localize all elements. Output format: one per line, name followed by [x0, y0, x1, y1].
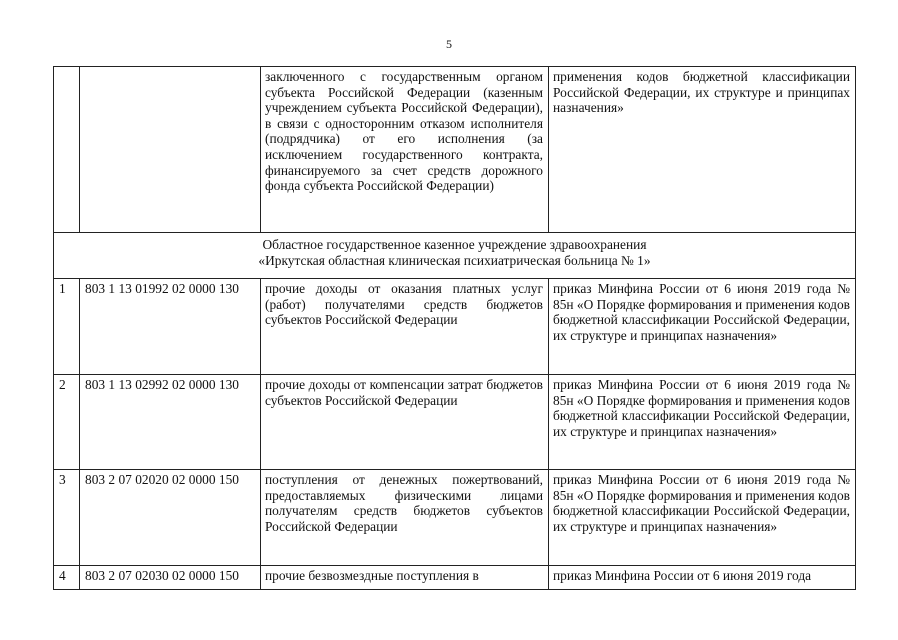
legal-basis: приказ Минфина России от 6 июня 2019 года № 85н «О Порядке формирования и применения кодов бюджетной классификации Российской Федерации, их структуре и принципах назначения» [549, 375, 856, 470]
legal-basis: приказ Минфина России от 6 июня 2019 года № 85н «О Порядке формирования и применения кодов бюджетной классификации Российской Федерации, их структуре и принципах назначения» [549, 470, 856, 566]
legal-basis: приказ Минфина России от 6 июня 2019 года № 85н «О Порядке формирования и применения кодов бюджетной классификации Российской Федерации, их структуре и принципах назначения» [549, 279, 856, 375]
table-row [54, 470, 856, 566]
revenue-description: прочие безвозмездные поступления в [261, 566, 549, 590]
budget-code: 803 1 13 01992 02 0000 130 [80, 279, 261, 375]
continuation-description-cell: заключенного с государственным органом субъекта Российской Федерации (казенным учреждением субъекта Российской Федерации), в связи с односторонним отказом исполнителя (подрядчика) от его исполнения (за исключением государственного контракта, финансируемого за счет средств дорожного фонда субъекта Российской Федерации) [261, 67, 549, 233]
revenue-codes-table [53, 66, 856, 590]
legal-basis: приказ Минфина России от 6 июня 2019 года [549, 566, 856, 590]
row-number: 2 [54, 375, 80, 470]
budget-code: 803 2 07 02020 02 0000 150 [80, 470, 261, 566]
row-number: 4 [54, 566, 80, 590]
continuation-row [54, 67, 856, 233]
row-number: 1 [54, 279, 80, 375]
section-header-row [54, 233, 856, 279]
continuation-code-cell [80, 67, 261, 233]
table-row [54, 279, 856, 375]
row-number: 3 [54, 470, 80, 566]
budget-code: 803 1 13 02992 02 0000 130 [80, 375, 261, 470]
continuation-basis-cell: применения кодов бюджетной классификации Российской Федерации, их структуре и принципах назначения» [549, 67, 856, 233]
revenue-description: прочие доходы от оказания платных услуг (работ) получателями средств бюджетов субъектов Российской Федерации [261, 279, 549, 375]
continuation-num-cell [54, 67, 80, 233]
section-header-cell [54, 233, 856, 279]
revenue-description: прочие доходы от компенсации затрат бюджетов субъектов Российской Федерации [261, 375, 549, 470]
section-title-line-1: Областное государственное казенное учреждение здравоохранения [262, 237, 647, 252]
budget-code: 803 2 07 02030 02 0000 150 [80, 566, 261, 590]
page-number: 5 [446, 37, 452, 51]
table-row [54, 566, 856, 590]
table-row [54, 375, 856, 470]
revenue-description: поступления от денежных пожертвований, предоставляемых физическими лицами получателям средств бюджетов субъектов Российской Федерации [261, 470, 549, 566]
section-title-line-2: «Иркутская областная клиническая психиатрическая больница № 1» [258, 252, 651, 268]
